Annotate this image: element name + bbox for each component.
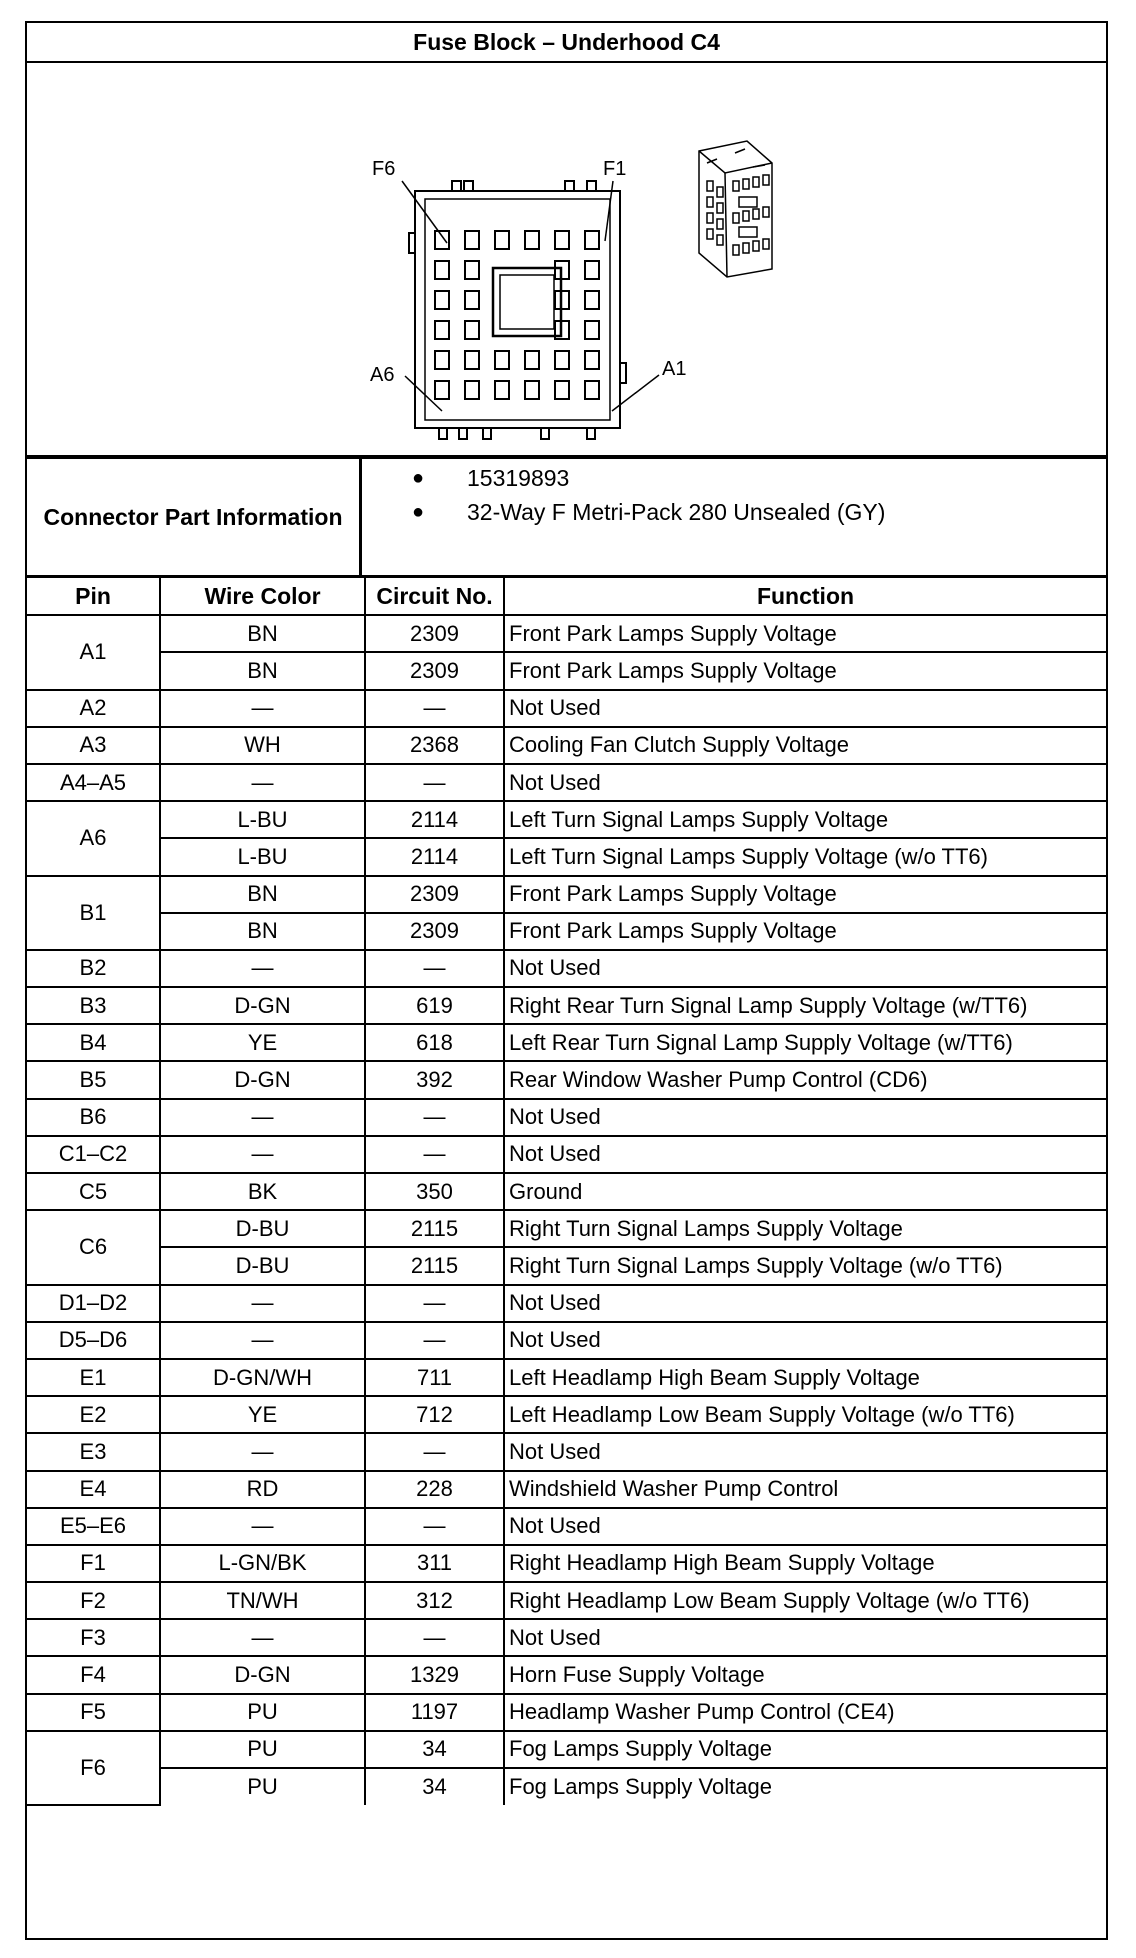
function-cell: Left Turn Signal Lamps Supply Voltage (w/o TT6) [504,838,1106,875]
table-header-row [27,578,1106,615]
pin-cavity [555,381,569,399]
circuit-no-cell: 712 [365,1396,504,1433]
function-cell: Cooling Fan Clutch Supply Voltage [504,727,1106,764]
pin-cavity [585,291,599,309]
wire-color-cell: PU [160,1694,365,1731]
header-function: Function [504,578,1106,615]
function-cell: Left Rear Turn Signal Lamp Supply Voltage (w/TT6) [504,1024,1106,1061]
circuit-no-cell: — [365,950,504,987]
pin-cavity [555,231,569,249]
part-number: 15319893 [467,465,570,491]
header-wire-color: Wire Color [160,578,365,615]
wire-color-cell: TN/WH [160,1582,365,1619]
label-f1: F1 [603,158,627,180]
circuit-no-cell: 2114 [365,838,504,875]
pin-cavity [495,351,509,369]
pin-cell: E5–E6 [27,1508,160,1545]
wire-color-cell: D-GN [160,987,365,1024]
pin-cavity [525,381,539,399]
circuit-no-cell: 311 [365,1545,504,1582]
function-cell: Right Rear Turn Signal Lamp Supply Voltage (w/TT6) [504,987,1106,1024]
header-pin: Pin [27,578,160,615]
connector-info-list [362,459,1102,575]
wire-color-cell: BN [160,876,365,913]
function-cell: Not Used [504,1619,1106,1656]
pin-cavity [495,231,509,249]
function-cell: Not Used [504,1099,1106,1136]
function-cell: Not Used [504,1322,1106,1359]
circuit-no-cell: — [365,1619,504,1656]
pin-cavity [465,321,479,339]
function-cell: Windshield Washer Pump Control [504,1471,1106,1508]
table-row [27,1396,1106,1433]
wire-color-cell: — [160,1285,365,1322]
wire-color-cell: YE [160,1024,365,1061]
pin-cell: F6 [27,1731,160,1805]
table-row [27,1656,1106,1693]
circuit-no-cell: — [365,1322,504,1359]
function-cell: Left Headlamp Low Beam Supply Voltage (w/o TT6) [504,1396,1106,1433]
pin-cell: F1 [27,1545,160,1582]
table-row [27,1694,1106,1731]
circuit-no-cell: 2115 [365,1210,504,1247]
circuit-no-cell: — [365,1433,504,1470]
circuit-no-cell: — [365,764,504,801]
function-cell: Right Turn Signal Lamps Supply Voltage [504,1210,1106,1247]
function-cell: Not Used [504,764,1106,801]
pin-cavity [465,291,479,309]
pin-cell: B1 [27,876,160,950]
pin-cell: E1 [27,1359,160,1396]
function-cell: Left Headlamp High Beam Supply Voltage [504,1359,1106,1396]
table-row [27,950,1106,987]
pin-cavity [555,351,569,369]
function-cell: Right Headlamp High Beam Supply Voltage [504,1545,1106,1582]
table-row [27,1359,1106,1396]
table-row [27,838,1106,875]
wire-color-cell: — [160,764,365,801]
pin-cell: F4 [27,1656,160,1693]
function-cell: Fog Lamps Supply Voltage [504,1768,1106,1805]
pinout-document [25,21,1108,1940]
pin-cell: A2 [27,690,160,727]
table-row [27,801,1106,838]
table-row [27,1545,1106,1582]
pin-cavity [525,231,539,249]
wire-color-cell: D-GN [160,1656,365,1693]
pin-cavity [585,321,599,339]
circuit-no-cell: 34 [365,1731,504,1768]
label-f6: F6 [372,158,396,180]
function-cell: Right Headlamp Low Beam Supply Voltage (w/o TT6) [504,1582,1106,1619]
wire-color-cell: D-BU [160,1210,365,1247]
bullet-icon: ● [412,501,425,523]
circuit-no-cell: 392 [365,1061,504,1098]
circuit-no-cell: 2309 [365,652,504,689]
wire-color-cell: WH [160,727,365,764]
circuit-no-cell: 312 [365,1582,504,1619]
circuit-no-cell: — [365,1099,504,1136]
pin-cell: D5–D6 [27,1322,160,1359]
table-row [27,1768,1106,1805]
circuit-no-cell: 2115 [365,1247,504,1284]
pin-cavity [465,231,479,249]
circuit-no-cell: — [365,1285,504,1322]
table-row [27,987,1106,1024]
table-row [27,1582,1106,1619]
circuit-no-cell: 619 [365,987,504,1024]
header-circuit-no: Circuit No. [365,578,504,615]
pin-cell: E4 [27,1471,160,1508]
pin-cavity [435,291,449,309]
connector-description: 32-Way F Metri-Pack 280 Unsealed (GY) [467,499,886,525]
circuit-no-cell: — [365,1508,504,1545]
pin-cell: B3 [27,987,160,1024]
table-row [27,1173,1106,1210]
pin-cavity [465,351,479,369]
pin-cavity [495,381,509,399]
function-cell: Front Park Lamps Supply Voltage [504,913,1106,950]
pin-cell: F3 [27,1619,160,1656]
table-row [27,1471,1106,1508]
function-cell: Fog Lamps Supply Voltage [504,1731,1106,1768]
function-cell: Front Park Lamps Supply Voltage [504,876,1106,913]
circuit-no-cell: 2368 [365,727,504,764]
circuit-no-cell: 350 [365,1173,504,1210]
table-row [27,1285,1106,1322]
table-row [27,1210,1106,1247]
wire-color-cell: — [160,1433,365,1470]
pin-cavity [585,351,599,369]
label-a6: A6 [370,364,395,386]
function-cell: Not Used [504,1136,1106,1173]
pin-cell: A6 [27,801,160,875]
pin-cell: C6 [27,1210,160,1284]
pin-cell: C1–C2 [27,1136,160,1173]
label-a1: A1 [662,358,687,380]
pin-cavity [435,261,449,279]
connector-figure [27,63,1106,459]
wire-color-cell: BN [160,652,365,689]
pin-cavity [525,351,539,369]
function-cell: Not Used [504,690,1106,727]
pin-cavity-grid [435,231,599,399]
wire-color-cell: D-GN/WH [160,1359,365,1396]
wire-color-cell: — [160,950,365,987]
connector-part-info [27,459,1106,578]
table-row [27,1061,1106,1098]
table-row [27,876,1106,913]
pin-cavity [435,231,449,249]
pin-cell: B2 [27,950,160,987]
pin-cell: B5 [27,1061,160,1098]
wire-color-cell: PU [160,1731,365,1768]
wire-color-cell: L-BU [160,801,365,838]
wire-color-cell: — [160,1619,365,1656]
circuit-no-cell: 618 [365,1024,504,1061]
pin-cell: F2 [27,1582,160,1619]
wire-color-cell: — [160,1508,365,1545]
connector-face-diagram [27,63,1106,455]
wire-color-cell: D-GN [160,1061,365,1098]
table-row [27,913,1106,950]
wire-color-cell: YE [160,1396,365,1433]
function-cell: Rear Window Washer Pump Control (CD6) [504,1061,1106,1098]
table-row [27,1322,1106,1359]
circuit-no-cell: 2309 [365,615,504,652]
table-row [27,690,1106,727]
wire-color-cell: BK [160,1173,365,1210]
wire-color-cell: — [160,690,365,727]
pin-cavity [435,351,449,369]
circuit-no-cell: 711 [365,1359,504,1396]
wire-color-cell: L-BU [160,838,365,875]
table-row [27,1619,1106,1656]
function-cell: Not Used [504,1433,1106,1470]
function-cell: Left Turn Signal Lamps Supply Voltage [504,801,1106,838]
pin-cell: A3 [27,727,160,764]
wire-color-cell: PU [160,1768,365,1805]
table-row [27,764,1106,801]
function-cell: Not Used [504,1508,1106,1545]
function-cell: Not Used [504,1285,1106,1322]
circuit-no-cell: 1329 [365,1656,504,1693]
table-row [27,1136,1106,1173]
wire-color-cell: BN [160,615,365,652]
pin-cell: D1–D2 [27,1285,160,1322]
table-row [27,615,1106,652]
pin-cell: E3 [27,1433,160,1470]
wire-color-cell: — [160,1136,365,1173]
pin-cell: C5 [27,1173,160,1210]
wire-color-cell: RD [160,1471,365,1508]
wire-color-cell: D-BU [160,1247,365,1284]
pin-cell: B4 [27,1024,160,1061]
pin-cavity [585,231,599,249]
circuit-no-cell: — [365,690,504,727]
function-cell: Front Park Lamps Supply Voltage [504,652,1106,689]
bullet-icon: ● [412,467,425,489]
circuit-no-cell: 2114 [365,801,504,838]
page-title: Fuse Block – Underhood C4 [27,23,1106,63]
function-cell: Horn Fuse Supply Voltage [504,1656,1106,1693]
pin-table-body [27,615,1106,1805]
wire-color-cell: BN [160,913,365,950]
pin-cell: A1 [27,615,160,689]
function-cell: Ground [504,1173,1106,1210]
pin-cavity [585,261,599,279]
pin-cell: B6 [27,1099,160,1136]
pin-cavity [465,261,479,279]
circuit-no-cell: 2309 [365,876,504,913]
pin-cell: F5 [27,1694,160,1731]
pin-cavity [435,321,449,339]
pin-cell: A4–A5 [27,764,160,801]
function-cell: Front Park Lamps Supply Voltage [504,615,1106,652]
table-row [27,1024,1106,1061]
circuit-no-cell: — [365,1136,504,1173]
pin-cavity [435,381,449,399]
pin-cavity [465,381,479,399]
table-row [27,727,1106,764]
pin-cell: E2 [27,1396,160,1433]
pin-cavity [585,381,599,399]
function-cell: Headlamp Washer Pump Control (CE4) [504,1694,1106,1731]
function-cell: Not Used [504,950,1106,987]
function-cell: Right Turn Signal Lamps Supply Voltage (w/o TT6) [504,1247,1106,1284]
table-row [27,652,1106,689]
circuit-no-cell: 228 [365,1471,504,1508]
pin-table [27,578,1106,1806]
table-row [27,1731,1106,1768]
table-row [27,1433,1106,1470]
circuit-no-cell: 2309 [365,913,504,950]
table-row [27,1247,1106,1284]
connector-info-label: Connector Part Information [27,459,362,575]
circuit-no-cell: 1197 [365,1694,504,1731]
connector-3d-view-icon [699,141,772,277]
wire-color-cell: L-GN/BK [160,1545,365,1582]
table-row [27,1508,1106,1545]
wire-color-cell: — [160,1322,365,1359]
table-row [27,1099,1106,1136]
circuit-no-cell: 34 [365,1768,504,1805]
wire-color-cell: — [160,1099,365,1136]
